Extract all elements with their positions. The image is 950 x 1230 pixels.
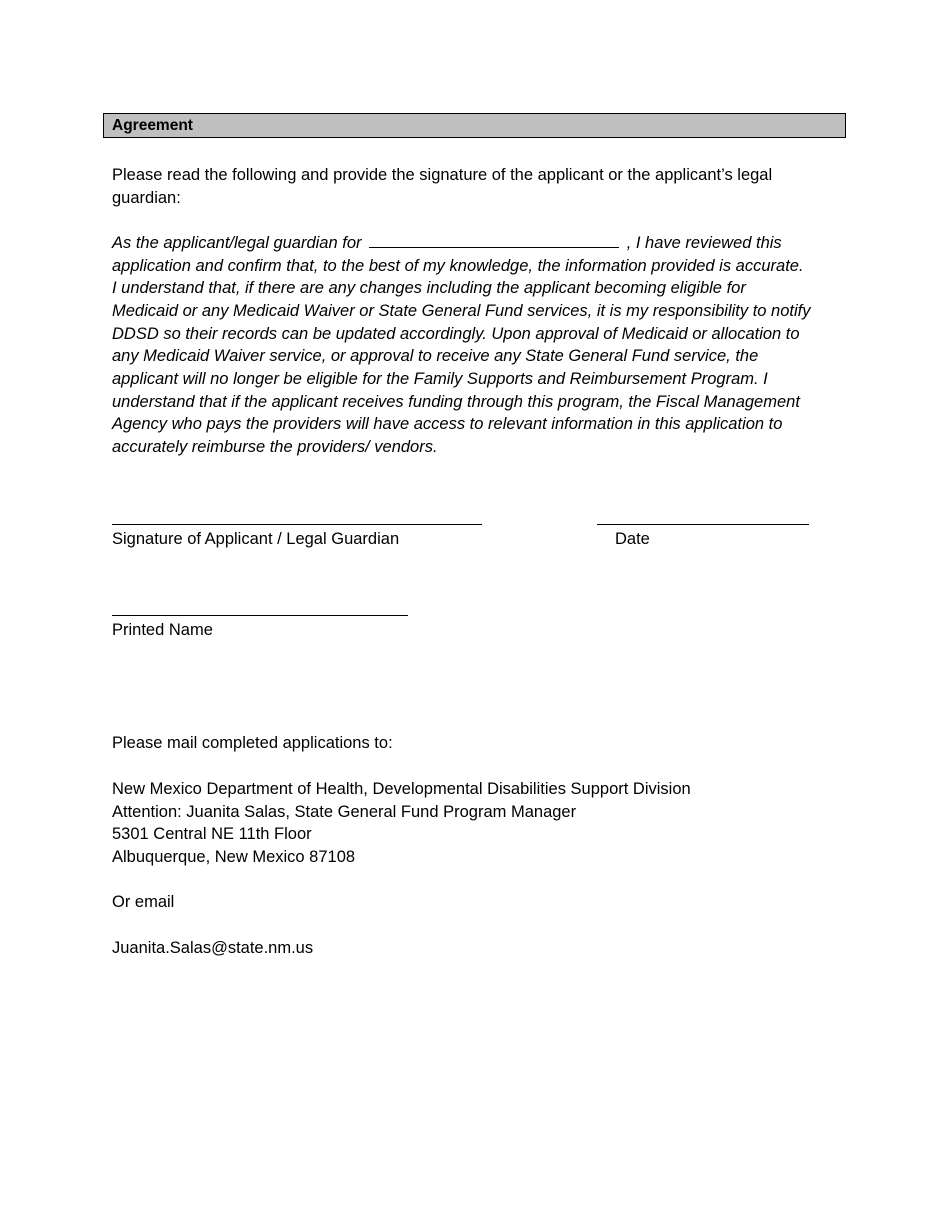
address-line: Albuquerque, New Mexico 87108 — [112, 848, 356, 866]
statement-first-line — [112, 232, 782, 255]
statement-after-blank: , I have reviewed this — [626, 234, 782, 252]
signature-line[interactable] — [112, 524, 482, 525]
intro-line-1: Please read the following and provide the signature of the applicant or the applicant’s legal — [112, 166, 773, 184]
signature-label: Signature of Applicant / Legal Guardian — [112, 530, 400, 548]
statement-line: accurately reimburse the providers/ vendors. — [112, 438, 438, 456]
statement-line: Agency who pays the providers will have access to relevant information in this application to — [112, 415, 783, 433]
address-line: New Mexico Department of Health, Developmental Disabilities Support Division — [112, 780, 691, 798]
agreement-header-bar — [103, 113, 846, 138]
statement-line: applicant will no longer be eligible for the Family Supports and Reimbursement Program. I — [112, 370, 768, 388]
intro-line-2: guardian: — [112, 189, 181, 207]
agreement-header-title: Agreement — [112, 117, 193, 134]
or-email-label: Or email — [112, 893, 175, 911]
date-label: Date — [615, 530, 650, 548]
statement-line: Medicaid or any Medicaid Waiver or State General Fund services, it is my responsibility to notify — [112, 302, 811, 320]
mail-intro: Please mail completed applications to: — [112, 734, 393, 752]
statement-line: understand that if the applicant receives funding through this program, the Fiscal Management — [112, 393, 800, 411]
date-line[interactable] — [597, 524, 809, 525]
statement-line: I understand that, if there are any changes including the applicant becoming eligible for — [112, 279, 746, 297]
statement-line: application and confirm that, to the best of my knowledge, the information provided is accurate. — [112, 257, 804, 275]
statement-start: As the applicant/legal guardian for — [112, 234, 362, 252]
printed-name-label: Printed Name — [112, 621, 213, 639]
address-line: Attention: Juanita Salas, State General Fund Program Manager — [112, 803, 577, 821]
contact-email: Juanita.Salas@state.nm.us — [112, 939, 314, 957]
address-line: 5301 Central NE 11th Floor — [112, 825, 312, 843]
statement-line: DDSD so their records can be updated accordingly. Upon approval of Medicaid or allocation to — [112, 325, 800, 343]
printed-name-line[interactable] — [112, 615, 408, 616]
statement-line: any Medicaid Waiver service, or approval to receive any State General Fund service, the — [112, 347, 759, 365]
applicant-name-blank[interactable] — [369, 233, 619, 248]
